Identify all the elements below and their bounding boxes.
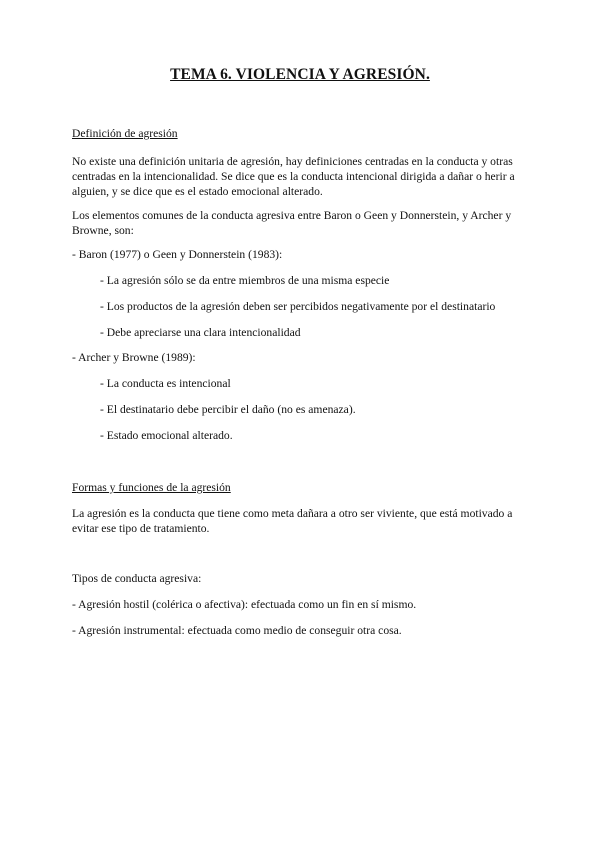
list-item: - La conducta es intencional xyxy=(100,377,231,390)
paragraph-line: centradas en la intencionalidad. Se dice que es la conducta intencional dirigida a dañar o herir a xyxy=(72,170,515,183)
paragraph-line: evitar ese tipo de tratamiento. xyxy=(72,522,210,535)
list-item: - Los productos de la agresión deben ser percibidos negativamente por el destinatario xyxy=(100,300,496,313)
section-heading-formas: Formas y funciones de la agresión xyxy=(72,481,231,494)
list-group-label: - Archer y Browne (1989): xyxy=(72,351,196,364)
types-label: Tipos de conducta agresiva: xyxy=(72,572,202,585)
paragraph-line: La agresión es la conducta que tiene como meta dañara a otro ser viviente, que está motivado a xyxy=(72,507,513,520)
paragraph-line: No existe una definición unitaria de agresión, hay definiciones centradas en la conducta y otras xyxy=(72,155,513,168)
list-item: - La agresión sólo se da entre miembros de una misma especie xyxy=(100,274,390,287)
list-item: - Agresión hostil (colérica o afectiva): efectuada como un fin en sí mismo. xyxy=(72,598,417,611)
page-title: TEMA 6. VIOLENCIA Y AGRESIÓN. xyxy=(170,66,430,83)
paragraph-line: Browne, son: xyxy=(72,224,134,237)
paragraph-line: Los elementos comunes de la conducta agresiva entre Baron o Geen y Donnerstein, y Archer y xyxy=(72,209,512,222)
list-item: - Estado emocional alterado. xyxy=(100,429,233,442)
list-item: - Debe apreciarse una clara intencionalidad xyxy=(100,326,301,339)
paragraph-line: alguien, y se dice que es el estado emocional alterado. xyxy=(72,185,323,198)
section-heading-definicion: Definición de agresión xyxy=(72,127,178,140)
list-item: - El destinatario debe percibir el daño (no es amenaza). xyxy=(100,403,356,416)
list-item: - Agresión instrumental: efectuada como medio de conseguir otra cosa. xyxy=(72,624,402,637)
list-group-label: - Baron (1977) o Geen y Donnerstein (1983): xyxy=(72,248,283,261)
